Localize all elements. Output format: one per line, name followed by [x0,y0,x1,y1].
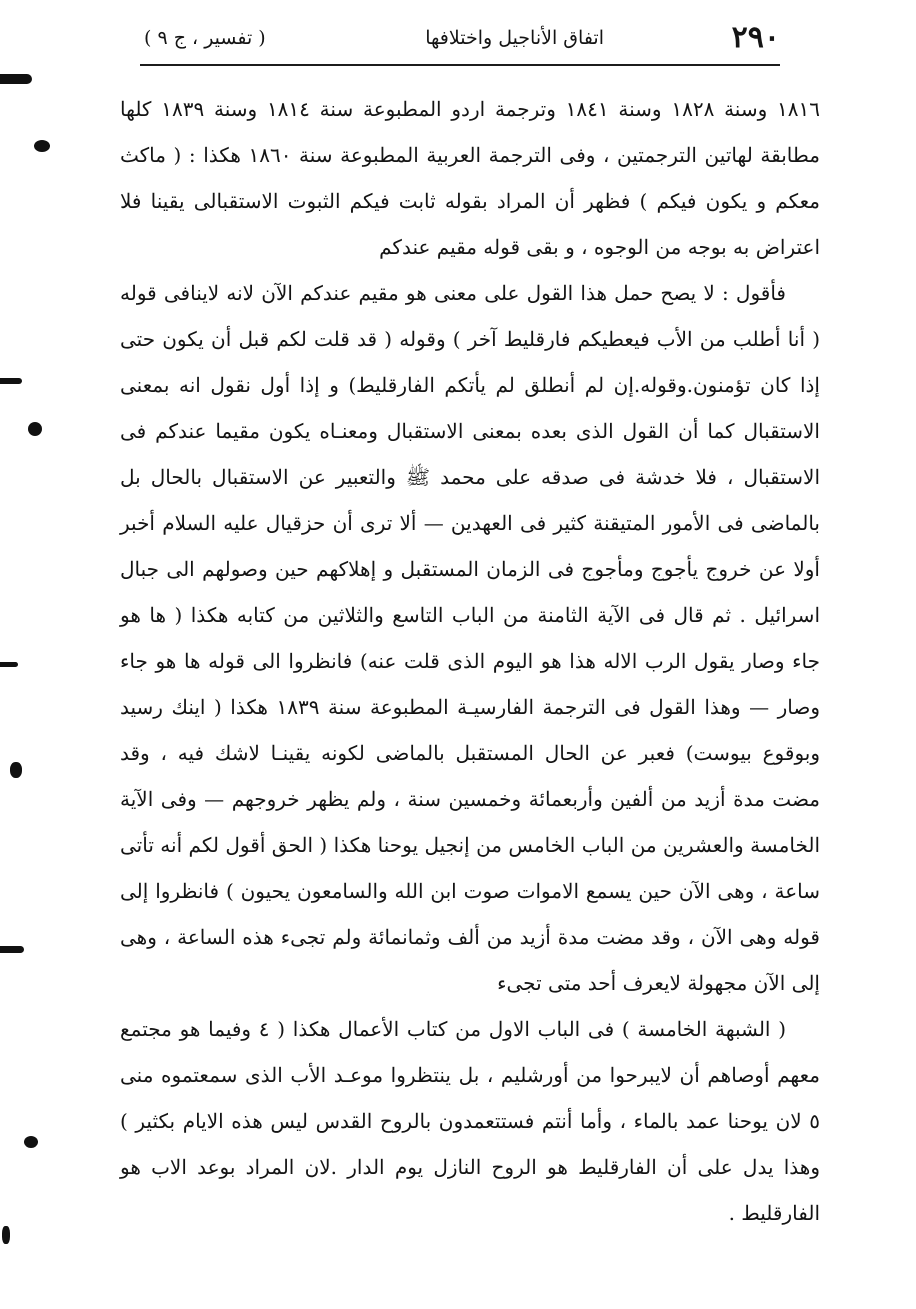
scan-edge-mark [2,1226,10,1244]
page-number: ٢٩٠ [731,20,780,55]
paragraph-1: ١٨١٦ وسنة ١٨٢٨ وسنة ١٨٤١ وترجمة اردو المطبوعة سنة ١٨١٤ وسنة ١٨٣٩ كلها مطابقة لهاتين الترجمتين ، وفى الترجمة العربية المطبوعة سنة ١٨٦٠ هكذا : ( ماكث معكم و يكون فيكم ) فظهر أن المراد بقوله ثابت فيكم الثبوت الاستقبالى يقينا فلا اعتراض به بوجه من الوجوه ، و بقى قوله مقيم عندكم [120,97,821,259]
ink-blot [24,1136,38,1148]
body-text [120,86,820,1236]
ink-blot [10,762,22,778]
section-reference: ( تفسير ، ج ٩ ) [144,27,266,49]
scan-edge-mark [0,946,24,953]
page-header [140,18,780,58]
ink-blot [34,140,50,152]
scan-edge-mark [0,378,22,384]
paragraph-3: ( الشبهة الخامسة ) فى الباب الاول من كتاب الأعمال هكذا ( ٤ وفيما هو مجتمع معهم أوصاهم أن لايبرحوا من أورشليم ، بل ينتظروا موعـد الأب الذى سمعتموه منى ٥ لان يوحنا عمد بالماء ، وأما أنتم فستتعمدون بالروح القدس ليس هذه الايام بكثير ) وهذا يدل على أن الفارقليط هو الروح النازل يوم الدار .لان المراد بوعد الاب هو الفارقليط . [120,1017,820,1225]
ink-blot [28,422,42,436]
paragraph-2: فأقول : لا يصح حمل هذا القول على معنى هو مقيم عندكم الآن لانه لاينافى قوله ( أنا أطلب من الأب فيعطيكم فارقليط آخر ) وقوله ( قد قلت لكم قبل أن يكون حتى إذا كان تؤمنون.وقوله.إن لم أنطلق لم يأتكم الفارقليط) و إذا أول نقول انه بمعنى الاستقبال كما أن القول الذى بعده بمعنى الاستقبال ومعنـاه يكون مقيما عندكم فى الاستقبال ، فلا خدشة فى صدقه على محمد ﷺ والتعبير عن الاستقبال بالحال بل بالماضى فى الأمور المتيقنة كثير فى العهدين — ألا ترى أن حزقيال عليه السلام أخبر أولا عن خروج يأجوج ومأجوج فى الزمان المستقبل و إهلاكهم حين وصولهم الى جبال اسرائيل . ثم قال فى الآية الثامنة من الباب التاسع والثلاثين من كتابه هكذا ( ها هو جاء وصار يقول الرب الاله هذا هو اليوم الذى قلت عنه) فانظروا الى قوله ها هو جاء وصار — وهذا القول فى الترجمة الفارسيـة المطبوعة سنة ١٨٣٩ هكذا ( اينك رسيد وبوقوع بيوست) فعبر عن الحال المستقبل بالماضى لكونه يقينـا لاشك فيه ، وقد مضت مدة أزيد من ألفين وأربعمائة وخمسين سنة ، ولم يظهر خروجهم — وفى الآية الخامسة والعشرين من الباب الخامس من إنجيل يوحنا هكذا ( الحق أقول لكم أنه تأتى ساعة ، وهى الآن حين يسمع الاموات صوت ابن الله والسامعون يحيون ) فانظروا إلى قوله وهى الآن ، وقد مضت مدة أزيد من ألف وثمانمائة ولم تجىء هذه الساعة ، وهى إلى الآن مجهولة لايعرف أحد متى تجىء [120,281,820,995]
header-rule [140,64,780,66]
running-title: اتفاق الأناجيل واختلافها [425,27,604,49]
scan-edge-mark [0,74,32,84]
scan-edge-mark [0,662,18,667]
